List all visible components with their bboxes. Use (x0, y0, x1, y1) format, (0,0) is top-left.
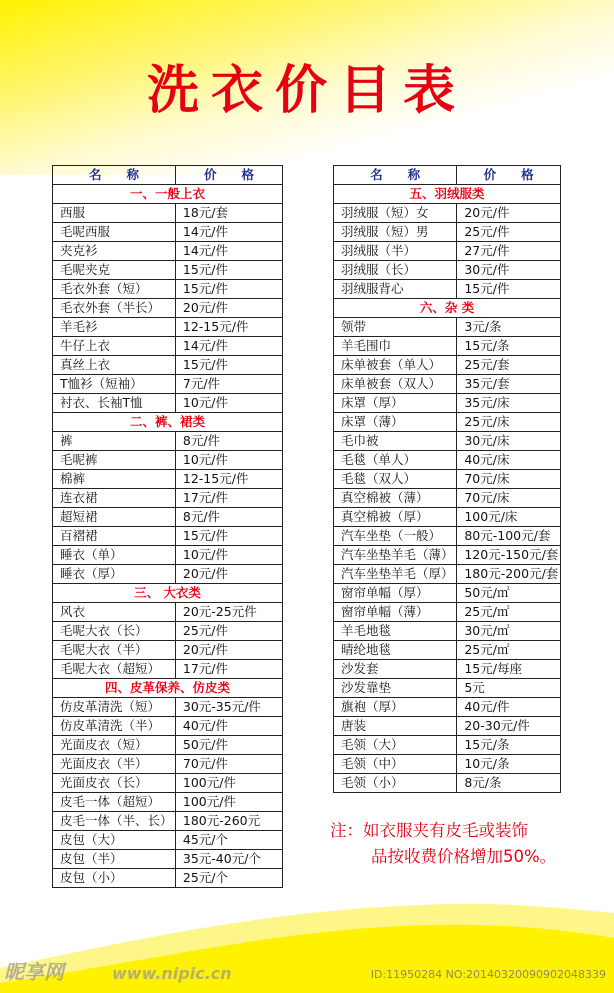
item-price: 15元/件 (175, 261, 282, 280)
item-price: 30元/件 (457, 261, 561, 280)
item-price: 15元/件 (175, 356, 282, 375)
table-row (334, 280, 561, 299)
table-row (334, 717, 561, 736)
table-row (53, 261, 283, 280)
category-label: 五、羽绒服类 (334, 185, 561, 204)
table-row (334, 527, 561, 546)
item-name: 旗袍（厚） (334, 698, 457, 717)
table-row (53, 717, 283, 736)
header-price: 价 格 (175, 166, 282, 185)
item-price: 25元/㎡ (457, 603, 561, 622)
item-name: 毛呢大衣（半） (53, 641, 176, 660)
category-row (334, 299, 561, 318)
table-row (53, 223, 283, 242)
item-price: 3元/条 (457, 318, 561, 337)
item-price: 180元-260元 (175, 812, 282, 831)
item-price: 20元/件 (457, 204, 561, 223)
table-row (334, 508, 561, 527)
item-name: 棉裤 (53, 470, 176, 489)
item-name: 领带 (334, 318, 457, 337)
item-name: 西服 (53, 204, 176, 223)
table-row (334, 546, 561, 565)
item-price: 70元/件 (175, 755, 282, 774)
item-price: 70元/床 (457, 489, 561, 508)
table-row (53, 451, 283, 470)
table-row (53, 394, 283, 413)
item-name: 沙发套 (334, 660, 457, 679)
item-price: 35元/床 (457, 394, 561, 413)
table-row (334, 622, 561, 641)
table-row (53, 470, 283, 489)
table-row (334, 394, 561, 413)
item-price: 18元/套 (175, 204, 282, 223)
item-price: 14元/件 (175, 242, 282, 261)
item-price: 15元/件 (175, 280, 282, 299)
item-price: 45元/个 (175, 831, 282, 850)
item-price: 14元/件 (175, 223, 282, 242)
table-row (334, 565, 561, 584)
item-name: 连衣裙 (53, 489, 176, 508)
item-name: 床罩（薄） (334, 413, 457, 432)
table-row (53, 527, 283, 546)
table-row (53, 850, 283, 869)
table-row (334, 318, 561, 337)
item-price: 30元/㎡ (457, 622, 561, 641)
item-name: 毛毯（双人） (334, 470, 457, 489)
item-name: 羊毛围巾 (334, 337, 457, 356)
item-name: 窗帘单幅（薄） (334, 603, 457, 622)
note-line-2: 品按收费价格增加50%。 (371, 847, 557, 866)
table-row (334, 337, 561, 356)
table-row (53, 299, 283, 318)
item-name: 汽车坐垫（一般） (334, 527, 457, 546)
header-price: 价 格 (457, 166, 561, 185)
item-price: 15元/件 (175, 527, 282, 546)
category-row (53, 185, 283, 204)
item-price: 20元/件 (175, 641, 282, 660)
item-price: 50元/件 (175, 736, 282, 755)
item-price: 25元/个 (175, 869, 282, 888)
item-name: 毛呢西服 (53, 223, 176, 242)
table-header-row (53, 166, 283, 185)
item-price: 12-15元/件 (175, 470, 282, 489)
category-label: 二、裤、裙类 (53, 413, 283, 432)
item-name: 羽绒服背心 (334, 280, 457, 299)
item-name: 睡衣（厚） (53, 565, 176, 584)
item-name: 羽绒服（短）女 (334, 204, 457, 223)
item-price: 100元/床 (457, 508, 561, 527)
price-table-left (52, 165, 283, 888)
note-line-1: 注：如衣服夹有皮毛或装饰 (330, 821, 528, 840)
item-name: 仿皮革清洗（短） (53, 698, 176, 717)
item-price: 180元-200元/套 (457, 565, 561, 584)
item-price: 14元/件 (175, 337, 282, 356)
table-row (53, 660, 283, 679)
table-row (334, 432, 561, 451)
item-name: 毛衣外套（半长） (53, 299, 176, 318)
item-name: 裤 (53, 432, 176, 451)
category-row (53, 679, 283, 698)
category-row (334, 185, 561, 204)
item-price: 17元/件 (175, 489, 282, 508)
table-row (53, 755, 283, 774)
item-name: 百褶裙 (53, 527, 176, 546)
item-price: 35元-40元/个 (175, 850, 282, 869)
item-name: 羽绒服（短）男 (334, 223, 457, 242)
category-label: 四、皮革保养、仿皮类 (53, 679, 283, 698)
item-name: 皮包（小） (53, 869, 176, 888)
header-name: 名 称 (53, 166, 176, 185)
item-name: 毛呢夹克 (53, 261, 176, 280)
watermark-id: ID:11950284 NO:20140320090902048339 (370, 968, 606, 981)
item-name: 夹克衫 (53, 242, 176, 261)
table-row (53, 489, 283, 508)
item-price: 25元/㎡ (457, 641, 561, 660)
category-row (53, 584, 283, 603)
item-price: 25元/床 (457, 413, 561, 432)
item-price: 8元/件 (175, 508, 282, 527)
table-row (53, 793, 283, 812)
table-row (53, 280, 283, 299)
item-price: 15元/条 (457, 736, 561, 755)
item-name: 毛巾被 (334, 432, 457, 451)
item-price: 10元/件 (175, 451, 282, 470)
item-price: 12-15元/件 (175, 318, 282, 337)
item-name: 毛领（中） (334, 755, 457, 774)
table-row (53, 698, 283, 717)
item-name: 真空棉被（厚） (334, 508, 457, 527)
category-label: 三、 大衣类 (53, 584, 283, 603)
table-row (53, 622, 283, 641)
item-price: 8元/件 (175, 432, 282, 451)
item-name: 真空棉被（薄） (334, 489, 457, 508)
item-name: 风衣 (53, 603, 176, 622)
item-name: 羊毛地毯 (334, 622, 457, 641)
item-price: 10元/件 (175, 546, 282, 565)
item-price: 7元/件 (175, 375, 282, 394)
item-name: 唐装 (334, 717, 457, 736)
item-name: 皮包（大） (53, 831, 176, 850)
item-price: 80元-100元/套 (457, 527, 561, 546)
item-price: 70元/床 (457, 470, 561, 489)
table-row (53, 508, 283, 527)
table-row (334, 375, 561, 394)
table-row (53, 337, 283, 356)
item-price: 8元/条 (457, 774, 561, 793)
table-row (334, 413, 561, 432)
table-row (53, 831, 283, 850)
table-row (53, 603, 283, 622)
item-price: 17元/件 (175, 660, 282, 679)
price-table-right (333, 165, 561, 793)
item-name: 床单被套（双人） (334, 375, 457, 394)
item-price: 27元/件 (457, 242, 561, 261)
item-name: 羽绒服（半） (334, 242, 457, 261)
table-row (334, 470, 561, 489)
table-row (334, 698, 561, 717)
item-name: 仿皮革清洗（半） (53, 717, 176, 736)
item-price: 15元/件 (457, 280, 561, 299)
item-price: 40元/床 (457, 451, 561, 470)
item-name: 羽绒服（长） (334, 261, 457, 280)
table-row (334, 603, 561, 622)
item-price: 25元/套 (457, 356, 561, 375)
table-row (53, 318, 283, 337)
table-row (53, 204, 283, 223)
table-row (334, 451, 561, 470)
item-price: 5元 (457, 679, 561, 698)
item-name: 毛毯（单人） (334, 451, 457, 470)
item-price: 25元/件 (457, 223, 561, 242)
table-row (334, 584, 561, 603)
item-name: 汽车坐垫羊毛（厚） (334, 565, 457, 584)
item-name: 光面皮衣（短） (53, 736, 176, 755)
item-name: 真丝上衣 (53, 356, 176, 375)
item-price: 15元/条 (457, 337, 561, 356)
item-name: 皮包（半） (53, 850, 176, 869)
item-name: T恤衫（短袖） (53, 375, 176, 394)
item-price: 10元/条 (457, 755, 561, 774)
page-title: 洗衣价目表 (146, 61, 467, 121)
table-row (53, 432, 283, 451)
table-row (53, 869, 283, 888)
item-name: 皮毛一体（超短） (53, 793, 176, 812)
item-price: 15元/每座 (457, 660, 561, 679)
item-price: 40元/件 (175, 717, 282, 736)
item-name: 衬衣、长袖T恤 (53, 394, 176, 413)
table-row (334, 660, 561, 679)
item-name: 毛呢大衣（超短） (53, 660, 176, 679)
header-name: 名 称 (334, 166, 457, 185)
item-price: 50元/㎡ (457, 584, 561, 603)
category-row (53, 413, 283, 432)
table-row (53, 565, 283, 584)
item-name: 毛呢裤 (53, 451, 176, 470)
item-name: 超短裙 (53, 508, 176, 527)
item-price: 20-30元/件 (457, 717, 561, 736)
item-name: 光面皮衣（长） (53, 774, 176, 793)
table-row (53, 375, 283, 394)
item-price: 100元/件 (175, 793, 282, 812)
item-price: 25元/件 (175, 622, 282, 641)
item-price: 35元/套 (457, 375, 561, 394)
item-name: 毛领（大） (334, 736, 457, 755)
table-row (334, 774, 561, 793)
table-row (53, 356, 283, 375)
note (330, 818, 614, 870)
item-name: 毛衣外套（短） (53, 280, 176, 299)
table-row (334, 679, 561, 698)
item-name: 床罩（厚） (334, 394, 457, 413)
table-header-row (334, 166, 561, 185)
item-name: 窗帘单幅（厚） (334, 584, 457, 603)
item-name: 毛领（小） (334, 774, 457, 793)
table-row (53, 774, 283, 793)
table-row (53, 546, 283, 565)
table-row (334, 356, 561, 375)
table-row (334, 204, 561, 223)
item-price: 20元/件 (175, 299, 282, 318)
item-price: 100元/件 (175, 774, 282, 793)
table-row (53, 812, 283, 831)
item-name: 汽车坐垫羊毛（薄） (334, 546, 457, 565)
table-row (334, 223, 561, 242)
category-label: 一、一般上衣 (53, 185, 283, 204)
table-row (53, 736, 283, 755)
item-name: 毛呢大衣（长） (53, 622, 176, 641)
item-name: 床单被套（单人） (334, 356, 457, 375)
item-name: 晴纶地毯 (334, 641, 457, 660)
table-row (334, 242, 561, 261)
item-name: 羊毛衫 (53, 318, 176, 337)
category-label: 六、杂 类 (334, 299, 561, 318)
item-price: 20元-25元件 (175, 603, 282, 622)
item-price: 20元/件 (175, 565, 282, 584)
item-name: 光面皮衣（半） (53, 755, 176, 774)
item-name: 皮毛一体（半、长） (53, 812, 176, 831)
table-row (334, 736, 561, 755)
item-name: 沙发靠垫 (334, 679, 457, 698)
table-row (53, 641, 283, 660)
item-name: 睡衣（单） (53, 546, 176, 565)
table-row (334, 489, 561, 508)
item-price: 40元/件 (457, 698, 561, 717)
watermark-url: www.nipic.cn (112, 964, 232, 983)
table-row (334, 641, 561, 660)
item-name: 牛仔上衣 (53, 337, 176, 356)
item-price: 10元/件 (175, 394, 282, 413)
table-row (53, 242, 283, 261)
item-price: 30元-35元/件 (175, 698, 282, 717)
table-row (334, 261, 561, 280)
item-price: 120元-150元/套 (457, 546, 561, 565)
watermark-logo: 昵享网 (4, 960, 64, 984)
item-price: 30元/床 (457, 432, 561, 451)
table-row (334, 755, 561, 774)
